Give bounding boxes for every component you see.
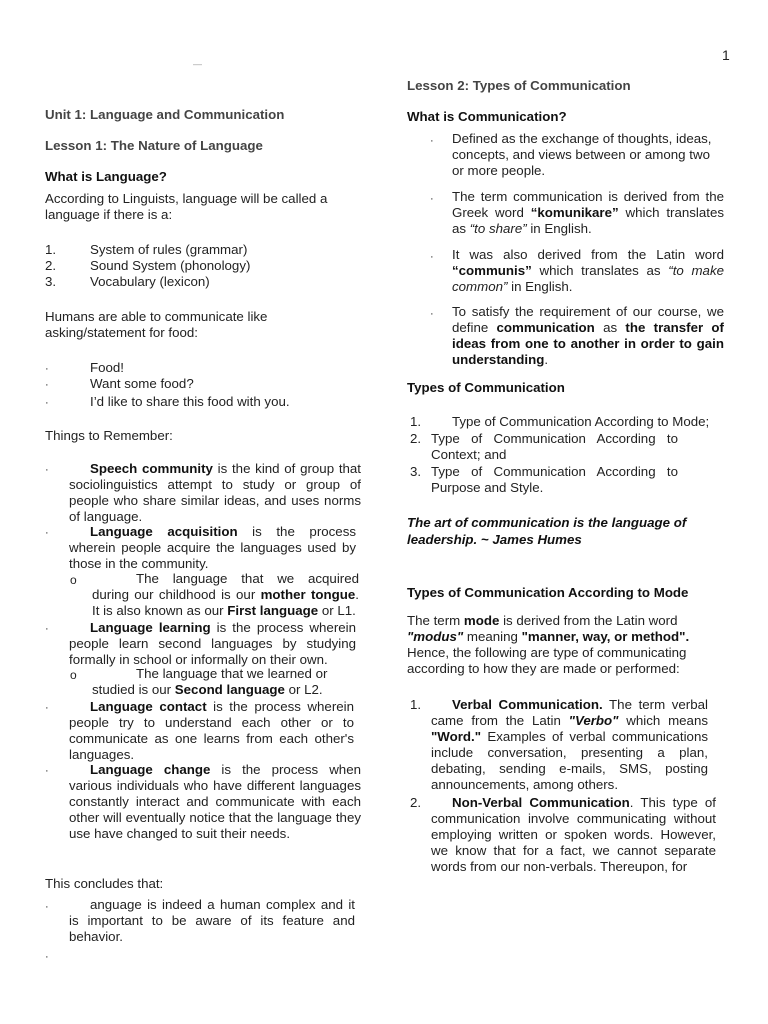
term: Language acquisition — [90, 524, 238, 539]
bullet-icon: · — [45, 397, 49, 409]
what-is-language-heading: What is Language? — [45, 169, 167, 184]
page-mark: — — [193, 59, 202, 69]
list-number: 2. — [410, 795, 422, 810]
what-is-communication-heading: What is Communication? — [407, 109, 567, 124]
list-number: 1. — [45, 242, 57, 257]
bullet-icon: · — [45, 702, 49, 714]
bullet-icon: · — [45, 464, 49, 476]
list-text: I’d like to share this food with you. — [90, 394, 290, 409]
list-number: 3. — [410, 464, 422, 479]
bullet-icon: · — [45, 527, 49, 539]
list-text: Type of Communication According to Mode; — [452, 414, 710, 429]
definition: is the kind of group that sociolinguistics attempt to study or group of people who share similar ideas, and uses norms of language. — [69, 461, 361, 524]
definition: is the process when various individuals who have different languages constantly interact and communicate with each other will eventually notice that the language they use have changed to suit their needs. — [69, 762, 361, 841]
definition: is the process wherein people learn second languages by studying formally in school or informally on their own. — [69, 620, 356, 667]
james-humes-quote: The art of communication is the language of leadership. ~ James Humes — [407, 515, 687, 547]
list-text: Want some food? — [90, 376, 194, 391]
concludes-heading: This concludes that: — [45, 876, 164, 891]
bullet-icon: · — [430, 135, 434, 147]
language-change-item — [69, 762, 361, 842]
term: Language contact — [90, 699, 207, 714]
list-number: 1. — [410, 414, 422, 429]
definition-item: Defined as the exchange of thoughts, ideas, concepts, and views between or among two or more people. — [452, 131, 712, 178]
language-learning-item — [69, 620, 356, 668]
bullet-icon: · — [45, 379, 49, 391]
bullet-icon: · — [430, 251, 434, 263]
term: Speech community — [90, 461, 213, 476]
list-number: 1. — [410, 697, 422, 712]
list-number: 3. — [45, 274, 57, 289]
bullet-icon: · — [430, 193, 434, 205]
language-intro: According to Linguists, language will be called a language if there is a: — [45, 191, 328, 222]
conclusion-text: anguage is indeed a human complex and it is important to be aware of its feature and behavior. — [69, 897, 355, 944]
circle-bullet-icon: o — [70, 573, 77, 587]
definition-item: It was also derived from the Latin word “communis” which translates as “to make common” in English. — [452, 247, 724, 294]
speech-community-item — [69, 461, 361, 525]
bullet-icon: · — [45, 623, 49, 635]
list-text: Vocabulary (lexicon) — [90, 274, 210, 289]
definition-item: To satisfy the requirement of our course, we define communication as the transfer of ideas from one to another in order to gain understanding. — [452, 304, 724, 367]
mode-heading: Types of Communication According to Mode — [407, 585, 689, 600]
non-verbal-text: Non-Verbal Communication. This type of communication involve communicating without employing written or spoken words. However, we know that for a fact, we cannot separate words from our non-verbals. Thereupon, for — [431, 795, 716, 874]
bullet-icon: · — [45, 951, 49, 963]
term: Language learning — [90, 620, 211, 635]
humans-text: Humans are able to communicate like asking/statement for food: — [45, 309, 268, 340]
lesson-1-title: Lesson 1: The Nature of Language — [45, 138, 263, 153]
first-language-subitem: The language that we acquired during our childhood is our mother tongue. It is also known as our First language or L1. — [92, 571, 359, 618]
list-text: Type of Communication According to Purpose and Style. — [431, 464, 678, 495]
verbal-text: Verbal Communication. The term verbal came from the Latin "Verbo" which means "Word." Examples of verbal communications include conversation, presenting a plan, debating, sending e-mails, SMS, posting announcements, among others. — [431, 697, 708, 792]
list-number: 2. — [45, 258, 57, 273]
list-text: System of rules (grammar) — [90, 242, 248, 257]
lesson-2-title: Lesson 2: Types of Communication — [407, 78, 631, 93]
list-text: Type of Communication According to Context; and — [431, 431, 678, 462]
term: Language change — [90, 762, 211, 777]
definition: is the process wherein people try to understand each other or to communicate as one learns from each other's languages. — [69, 699, 354, 762]
language-contact-item — [69, 699, 354, 763]
bullet-icon: · — [45, 363, 49, 375]
bullet-icon: · — [45, 901, 49, 913]
circle-bullet-icon: o — [70, 668, 77, 682]
language-acquisition-item — [69, 524, 356, 572]
types-of-communication-heading: Types of Communication — [407, 380, 565, 395]
second-language-subitem: The language that we learned or studied is our Second language or L2. — [92, 666, 328, 697]
definition-item: The term communication is derived from the Greek word “komunikare” which translates as “to share” in English. — [452, 189, 724, 236]
definition: is the process wherein people acquire the languages used by those in the community. — [69, 524, 356, 571]
things-to-remember-heading: Things to Remember: — [45, 428, 173, 443]
bullet-icon: · — [430, 308, 434, 320]
mode-paragraph: The term mode is derived from the Latin word "modus" meaning "manner, way, or method". Hence, the following are type of communicating according to how they are made or performed: — [407, 613, 690, 676]
list-text: Food! — [90, 360, 125, 375]
page-number: 1 — [722, 47, 730, 63]
list-number: 2. — [410, 431, 422, 446]
list-text: Sound System (phonology) — [90, 258, 251, 273]
bullet-icon: · — [45, 765, 49, 777]
unit-title: Unit 1: Language and Communication — [45, 107, 285, 122]
